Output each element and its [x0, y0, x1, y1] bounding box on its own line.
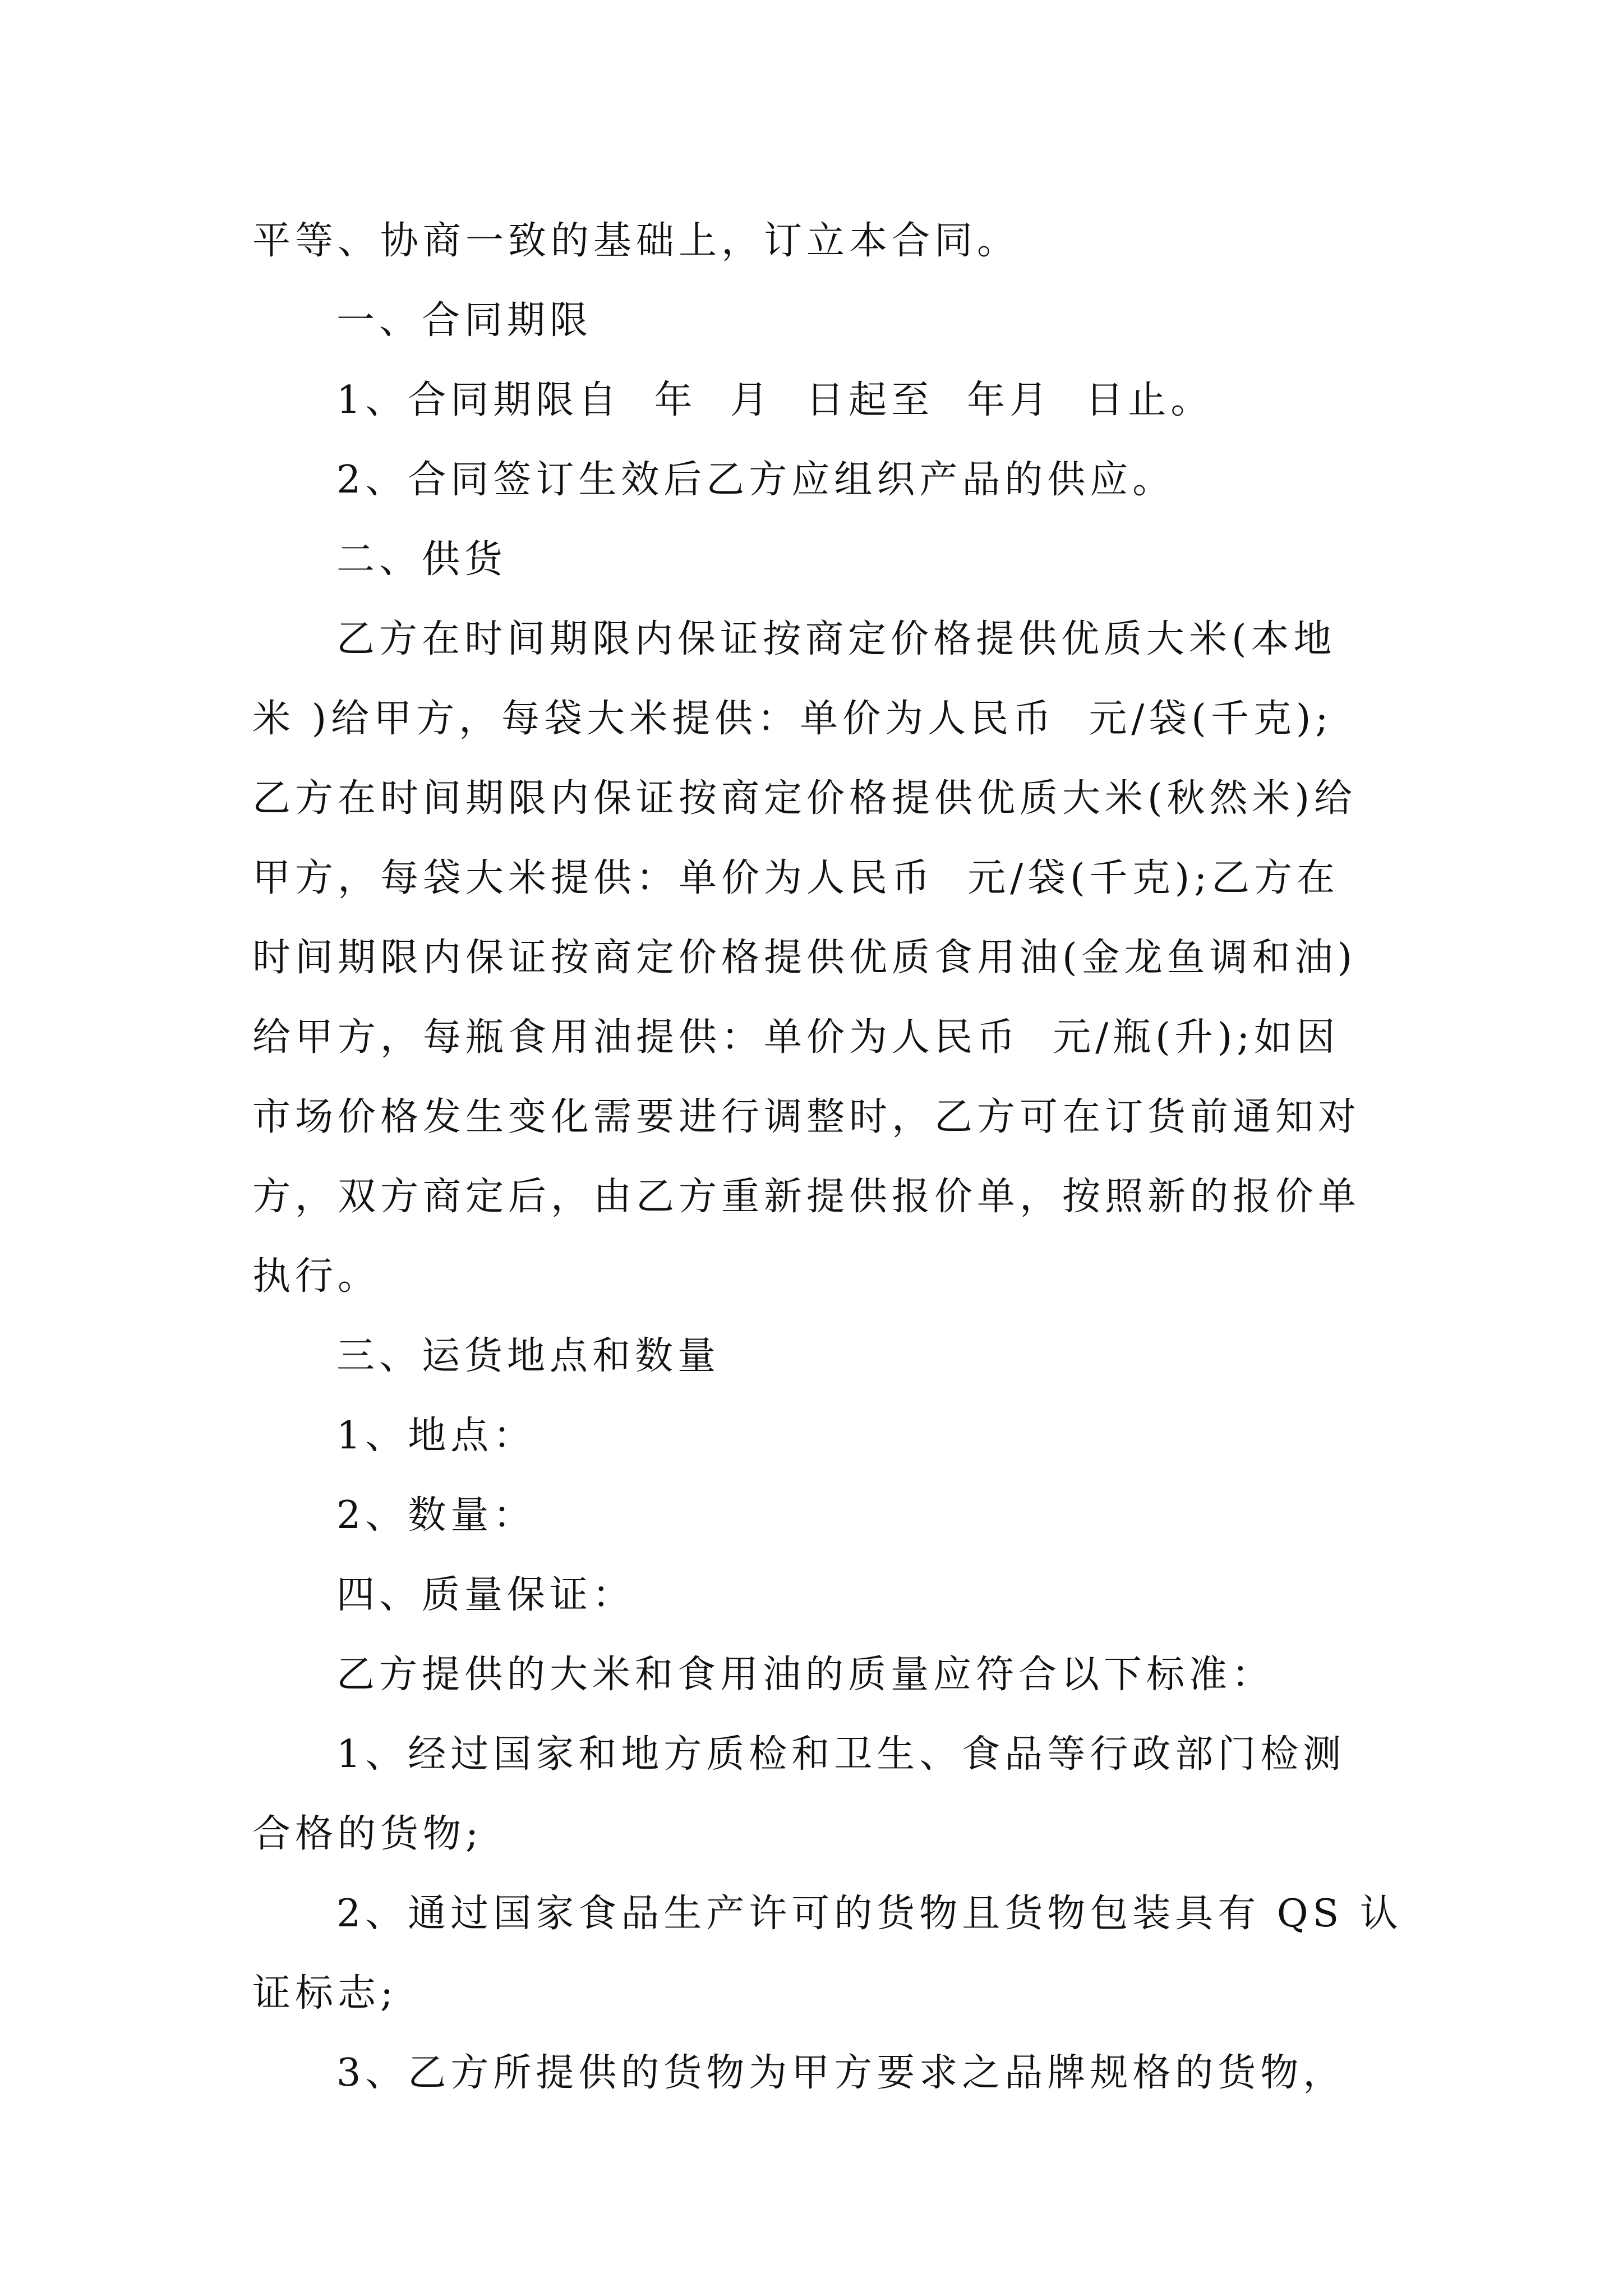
body-text-line: 时间期限内保证按商定价格提供优质食用油(金龙鱼调和油) — [252, 936, 1357, 980]
section-heading-quality: 四、质量保证： — [336, 1573, 635, 1617]
clause-line: 1、经过国家和地方质检和卫生、食品等行政部门检测 — [336, 1732, 1346, 1777]
clause-line: 2、通过国家食品生产许可的货物且货物包装具有 QS 认 — [336, 1892, 1403, 1936]
section-heading-contract-term: 一、合同期限 — [336, 298, 593, 343]
body-text-line: 市场价格发生变化需要进行调整时，乙方可在订货前通知对 — [252, 1095, 1361, 1139]
body-text-line: 合格的货物; — [252, 1812, 483, 1856]
body-text-line: 甲方，每袋大米提供：单价为人民币 元/袋(千克);乙方在 — [252, 856, 1340, 900]
body-text-line: 证标志; — [252, 1971, 398, 2016]
body-text-line: 给甲方，每瓶食用油提供：单价为人民币 元/瓶(升);如因 — [252, 1015, 1340, 1060]
body-text-line: 米 )给甲方，每袋大米提供：单价为人民币 元/袋(千克); — [252, 697, 1333, 741]
body-text-line: 方，双方商定后，由乙方重新提供报价单，按照新的报价单 — [252, 1175, 1361, 1219]
clause-line: 2、合同签订生效后乙方应组织产品的供应。 — [336, 458, 1175, 502]
body-text-line: 乙方提供的大米和食用油的质量应符合以下标准： — [336, 1653, 1275, 1697]
body-text-line: 乙方在时间期限内保证按商定价格提供优质大米(秋然米)给 — [252, 776, 1357, 821]
clause-line: 1、地点： — [336, 1414, 536, 1458]
body-text-line: 平等、协商一致的基础上，订立本合同。 — [252, 219, 1020, 263]
clause-line: 2、数量： — [336, 1493, 536, 1538]
clause-line: 3、乙方所提供的货物为甲方要求之品牌规格的货物， — [336, 2051, 1346, 2095]
body-text-line: 乙方在时间期限内保证按商定价格提供优质大米(本地 — [336, 617, 1336, 661]
section-heading-delivery: 三、运货地点和数量 — [336, 1334, 721, 1378]
body-text-line: 执行。 — [252, 1254, 381, 1299]
section-heading-supply: 二、供货 — [336, 537, 508, 582]
clause-line: 1、合同期限自 年 月 日起至 年月 日止。 — [336, 378, 1214, 422]
